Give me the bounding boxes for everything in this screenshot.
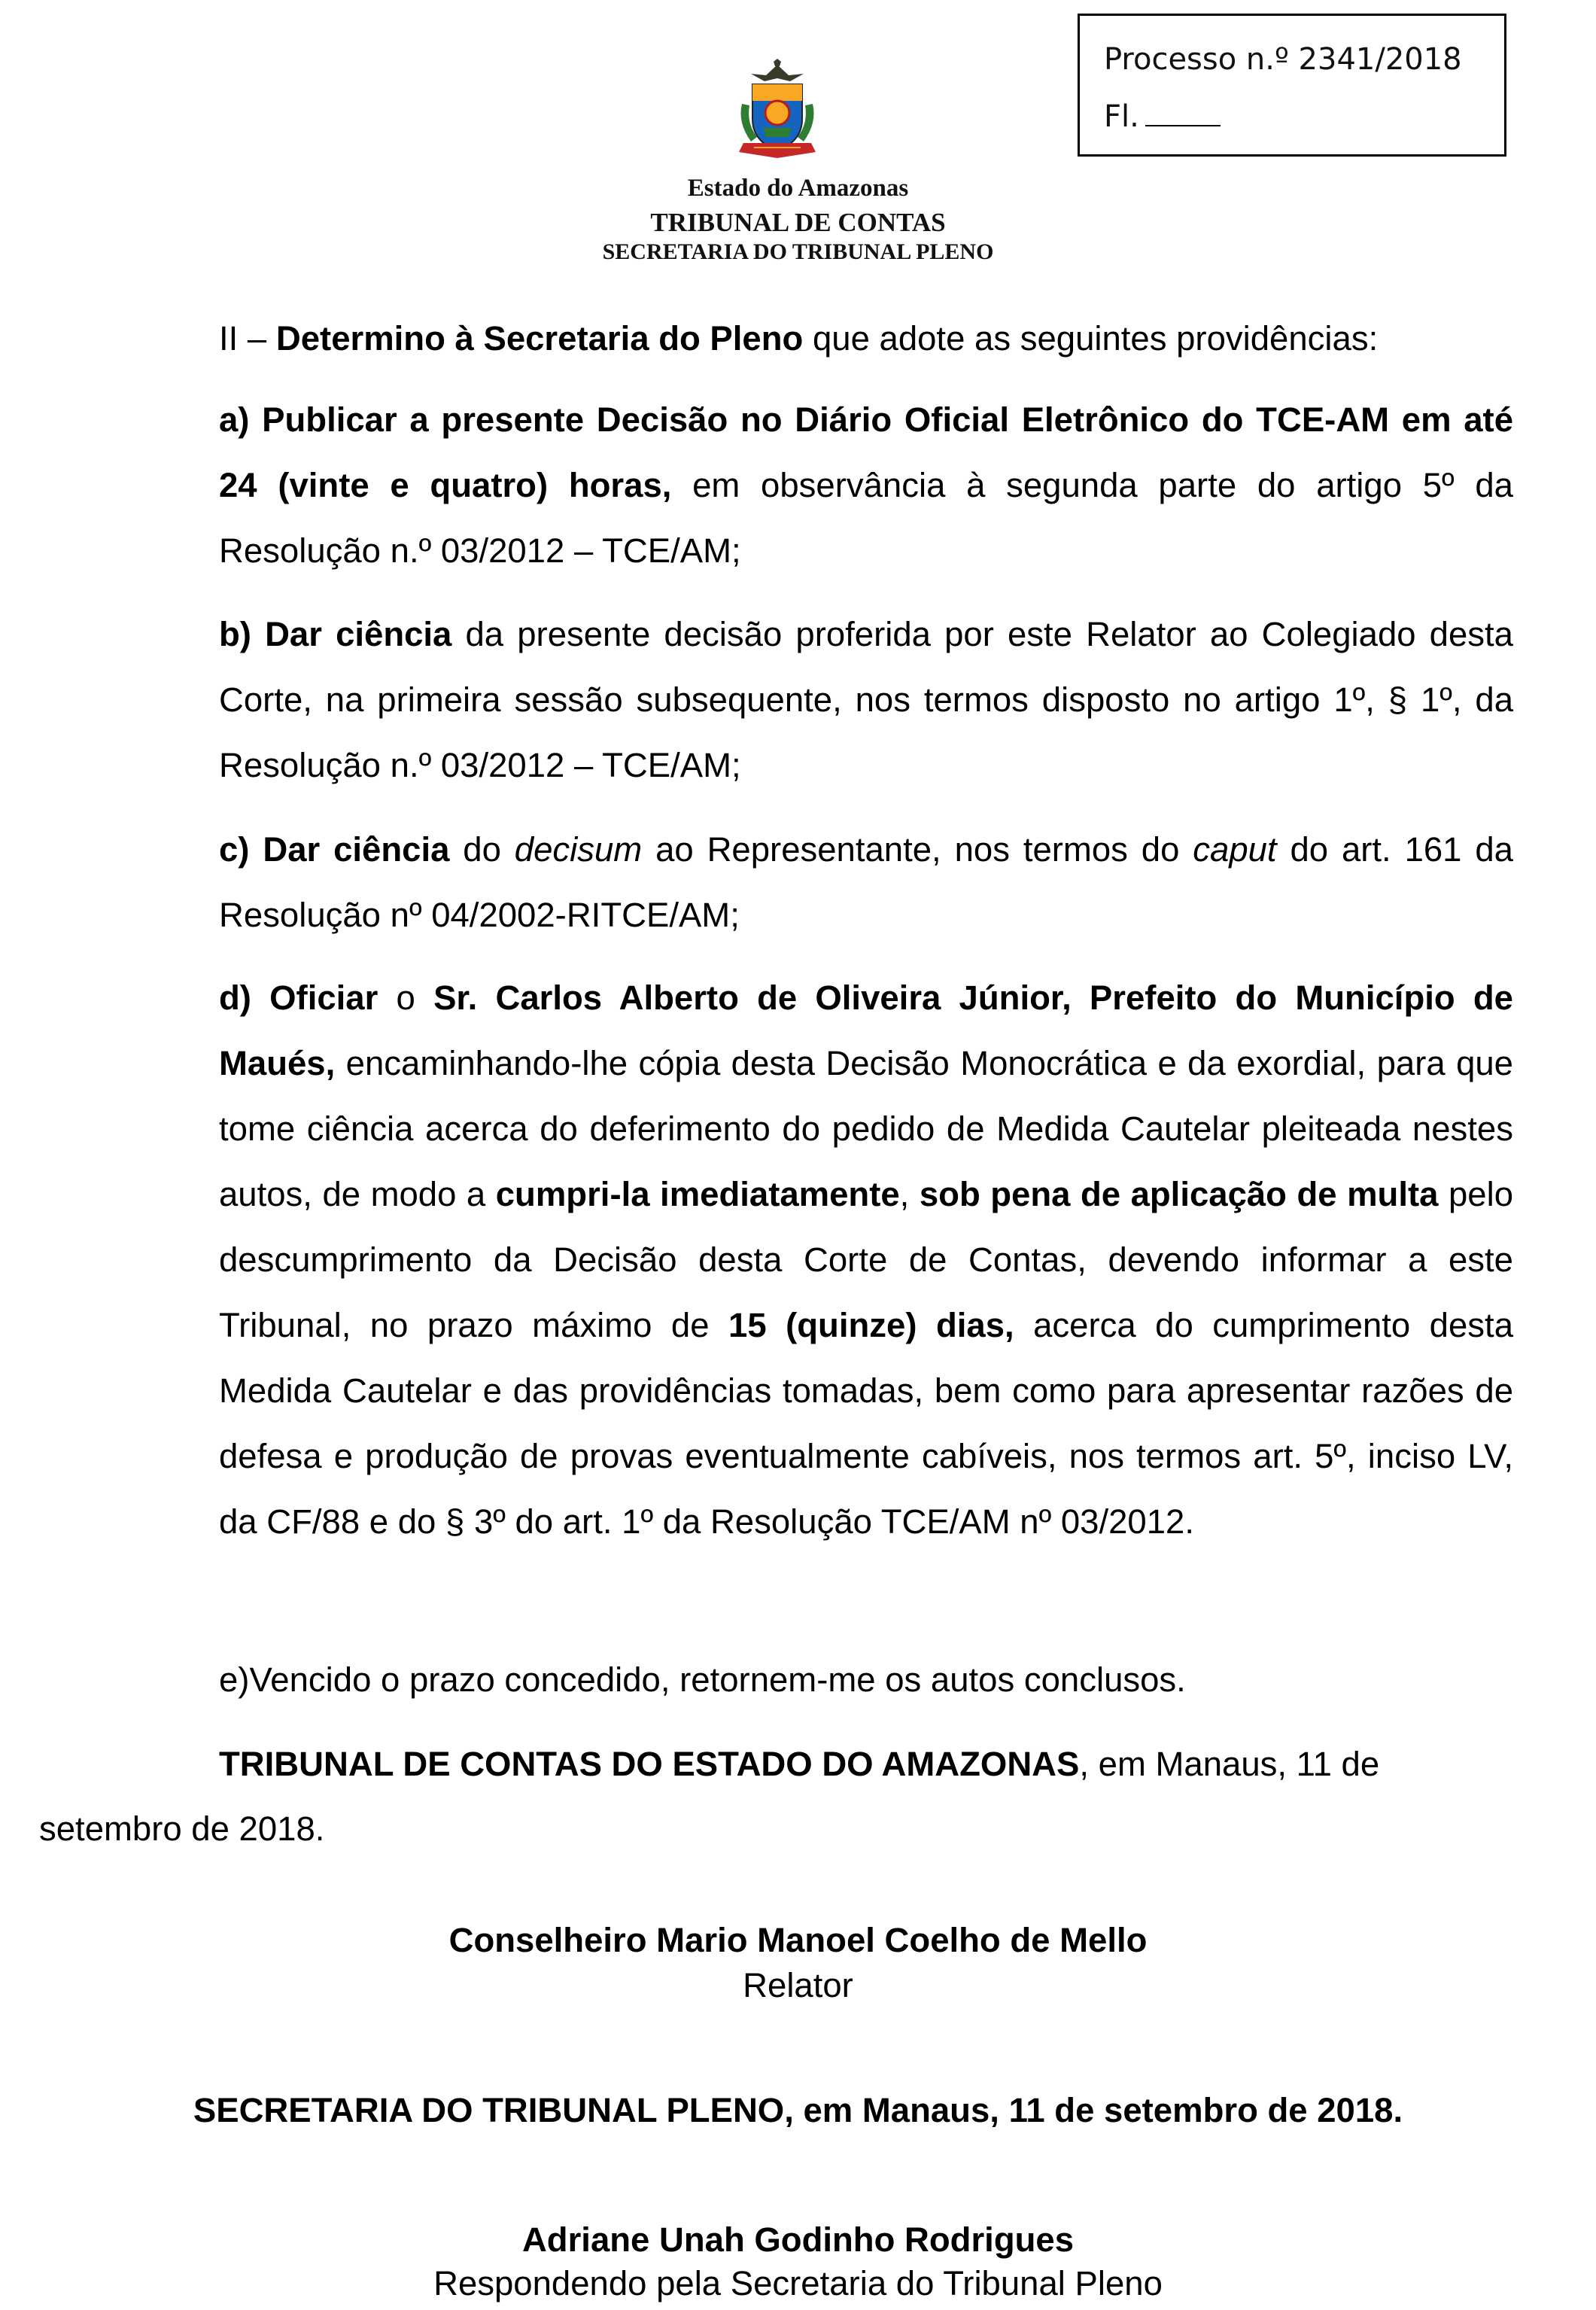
paragraph-d-bold-5: 15 (quinze) dias, [728,1306,1014,1344]
paragraph-d-bold-2: Sr. Carlos Alberto de Oliveira Júnior, Prefeito do Município de Maués, [219,978,1513,1082]
paragraph-ii-bold: Determino à Secretaria do Pleno [275,319,804,358]
header-state: Estado do Amazonas [687,175,909,202]
paragraph-c-text-1: do [449,830,515,869]
amazonas-coat-of-arms-icon [721,59,834,164]
paragraph-c-bold: c) Dar ciência [219,830,450,869]
closing-date: setembro de 2018. [39,1809,325,1848]
closing-line [219,1731,1513,1797]
paragraph-e: e)Vencido o prazo concedido, retornem-me os autos conclusos. [219,1660,1186,1699]
header-secretariat: SECRETARIA DO TRIBUNAL PLENO [602,239,994,264]
paragraph-b-bold: b) Dar ciência [219,615,452,653]
paragraph-a [219,387,1513,583]
relator-role: Relator [743,1966,853,2004]
paragraph-c-italic-1: decisum [514,830,643,869]
paragraph-c-text-2: ao Representante, nos termos do [642,830,1193,869]
paragraph-b [219,601,1513,798]
paragraph-c-italic-2: caput [1193,830,1277,869]
paragraph-d-text-2: encaminhando-lhe cópia desta Decisão Monocrática e da exordial, para que tome ciência acerca do deferimento do pedido de Medida Cautelar pleiteada nestes autos, de modo a [219,1044,1513,1213]
paragraph-b-text: da presente decisão proferida por este Relator ao Colegiado desta Corte, na primeira sessão subsequente, nos termos disposto no artigo 1º, § 1º, da Resolução n.º 03/2012 – TCE/AM; [219,615,1513,784]
paragraph-ii-prefix: II – [219,319,276,358]
closing-text: , em Manaus, 11 de [1079,1745,1380,1783]
paragraph-d-bold-3: cumpri-la imediatamente [495,1175,900,1213]
paragraph-a-text: em observância à segunda parte do artigo 5º da Resolução n.º 03/2012 – TCE/AM; [219,466,1513,570]
header-court: TRIBUNAL DE CONTAS [650,208,946,237]
paragraph-c-text-3: do art. 161 da Resolução nº 04/2002-RITCE/AM; [219,830,1513,934]
paragraph-a-bold: a) Publicar a presente Decisão no Diário Oficial Eletrônico do TCE-AM em até 24 (vinte e quatro) horas, [219,400,1513,504]
paragraph-d-text-3: , [899,1175,920,1213]
paragraph-ii [219,306,1513,371]
paragraph-d-bold-4: sob pena de aplicação de multa [919,1175,1439,1213]
paragraph-d [219,965,1513,1554]
relator-name: Conselheiro Mario Manoel Coelho de Mello [448,1921,1148,1959]
paragraph-d-text-1: o [378,978,434,1017]
folio-field [1104,88,1504,145]
secretariat-line: SECRETARIA DO TRIBUNAL PLENO, em Manaus, 11 de setembro de 2018. [193,2091,1403,2129]
paragraph-c [219,817,1513,948]
paragraph-d-text-5: acerca do cumprimento desta Medida Cautelar e das providências tomadas, bem como para apresentar razões de defesa e produção de provas eventualmente cabíveis, nos termos art. 5º, inciso LV, da CF/88 e do § 3º do art. 1º da Resolução TCE/AM nº 03/2012. [219,1306,1513,1541]
process-box [1078,14,1506,157]
secretary-name: Adriane Unah Godinho Rodrigues [521,2220,1075,2259]
folio-label: Fl. [1104,99,1139,134]
paragraph-d-bold-1: d) Oficiar [219,978,378,1017]
folio-blank-line [1145,95,1221,126]
closing-bold: TRIBUNAL DE CONTAS DO ESTADO DO AMAZONAS [219,1745,1080,1783]
paragraph-d-text-4: pelo descumprimento da Decisão desta Corte de Contas, devendo informar a este Tribunal, no prazo máximo de [219,1175,1513,1344]
process-number: Processo n.º 2341/2018 [1104,42,1462,77]
secretary-role: Respondendo pela Secretaria do Tribunal Pleno [433,2264,1163,2302]
paragraph-ii-text: que adote as seguintes providências: [803,319,1379,358]
